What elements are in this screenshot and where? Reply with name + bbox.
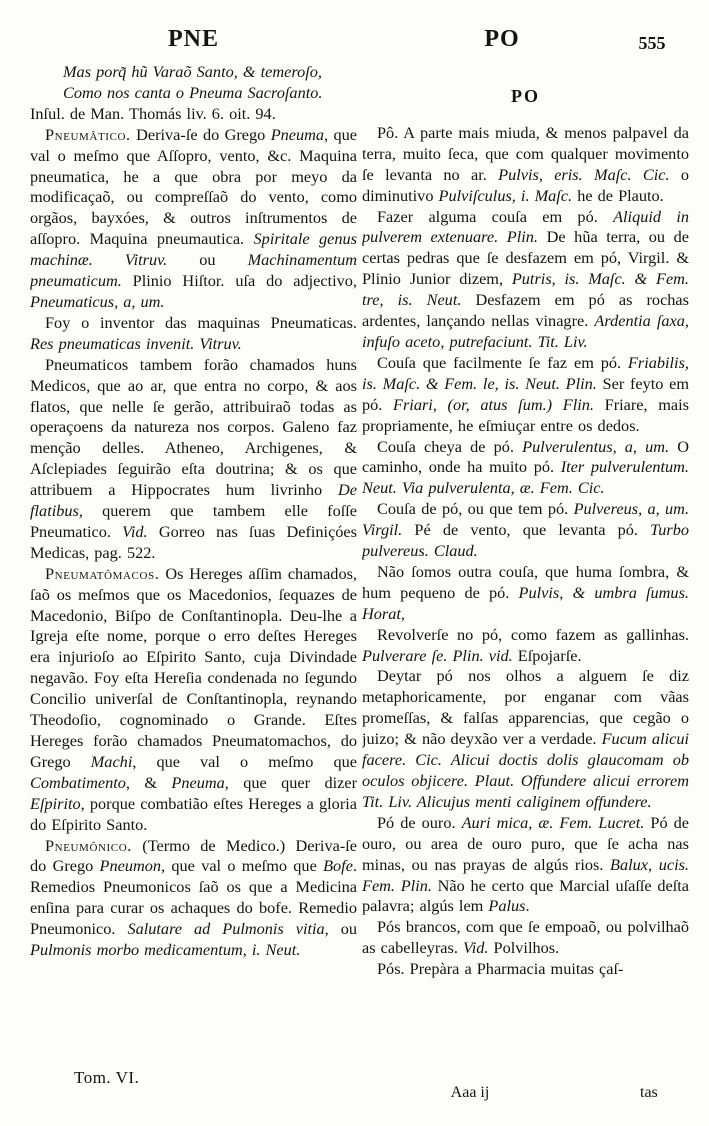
text-run: Friari, (or, atus ſum.) Flin. xyxy=(393,394,594,414)
text-run: Inſul. de Man. Thomás liv. 6. oit. 94. xyxy=(30,103,276,123)
section-heading-po: PO xyxy=(511,86,540,106)
paragraph xyxy=(362,499,689,562)
text-run: Pós. Prepàra a Pharmacia muitas çaſ- xyxy=(377,959,624,979)
text-run: Iter pulverulentum. Neut. Via pulverulenta, æ. Fem. Cic. xyxy=(362,457,689,498)
paragraph xyxy=(362,562,689,625)
text-run: Combatimento xyxy=(30,772,126,792)
left-column-text xyxy=(30,62,357,961)
text-run: O caminho, onde ha muito pó. xyxy=(362,436,689,477)
text-run: Não ſomos outra couſa, que huma ſombra, & hum pequeno de pó. xyxy=(362,561,689,602)
text-run: he de Plauto. xyxy=(572,185,664,205)
text-run: Pulverulentus, a, um. xyxy=(522,436,670,456)
paragraph xyxy=(362,207,689,353)
text-run: Ardentia ſaxa, infuſo aceto, putrefaciunt. Tit. Liv. xyxy=(362,311,689,351)
right-column-text xyxy=(362,123,689,980)
text-run: Friabilis, is. Maſc. & Fem. le, is. Neut. Plin. xyxy=(362,352,689,393)
paragraph xyxy=(30,836,357,961)
text-run: , que val o meſmo que Aſſopro, vento, &c. Maquina pneumatica, he a que obra por meyo da modificaçaõ, ou compreſſaõ do vento, como orgãos, bayxóes, & outros inſtrumentos de aſſopro. Maquina pneumautica. xyxy=(30,124,357,249)
text-run: Pneuma xyxy=(270,124,325,144)
left-column xyxy=(30,62,357,1062)
paragraph xyxy=(362,666,689,812)
text-run: Couſa de pó, ou que tem pó. xyxy=(377,499,574,519)
text-run: , que val o meſmo que xyxy=(161,856,324,876)
text-run: o diminutivo xyxy=(362,164,689,205)
running-title-left: PNE xyxy=(168,26,219,52)
text-run: Vid. xyxy=(463,938,489,958)
text-run: Pó de ouro. xyxy=(377,812,462,832)
text-run: Como nos canta o Pneuma Sacroſanto. xyxy=(63,82,323,102)
text-run: querem que tambem elle foſſe Pneumatico. xyxy=(30,501,357,541)
text-run: Revolverſe no pó, como fazem as gallinhas. xyxy=(377,624,689,644)
text-run: De flatibus, xyxy=(30,480,357,521)
text-run: Fazer alguma couſa em pó. xyxy=(377,206,614,226)
text-run: , & xyxy=(125,772,172,792)
text-run: , que val o meſmo que xyxy=(132,751,357,771)
text-run: Turbo pulvereus. Claud. xyxy=(362,520,689,561)
text-run: Vid. xyxy=(122,521,148,541)
text-run: Deytar pó nos olhos a alguem ſe diz metaphoricamente, por enganar com vãas promeſſas, & falſas apparencias, que cegão o juizo; & não deyxão ver a verdade. xyxy=(362,666,689,749)
text-run: Pneumaticus, a, um. xyxy=(30,291,165,311)
text-run: Pulvis, & umbra ſumus. Horat, xyxy=(362,582,689,623)
text-run: Fucum alicui facere. Cic. Alicui doctis dolis glaucomam ob oculos objicere. Plaut. Offundere alicui errorem Tit. Liv. Alicujus menti caliginem offundere. xyxy=(362,729,689,811)
paragraph xyxy=(30,355,357,564)
paragraph xyxy=(362,813,689,918)
text-run: Polvilhos. xyxy=(488,938,560,958)
text-run: , porque combatião eſtes Hereges a gloria do Eſpirito Santo. xyxy=(30,793,357,834)
text-run: De hũa terra, ou de certas pedras que ſe desfazem em pó, Virgil. & Plinio Junior dizem, xyxy=(362,227,689,289)
paragraph xyxy=(30,313,357,355)
paragraph xyxy=(362,959,689,980)
page-number: 555 xyxy=(638,33,666,53)
text-run: Machinamentum pneumaticum. xyxy=(30,250,357,291)
text-run: . Remedios Pneumonicos ſaõ os que a Medicina enſina para curar os achaques do bofe. Remedio Pneumonico. xyxy=(30,856,357,939)
text-run: , que quer dizer xyxy=(224,772,357,792)
text-run: Couſa cheya de pó. xyxy=(377,436,523,456)
paragraph xyxy=(362,917,689,959)
text-run: Res pneumaticas invenit. Vitruv. xyxy=(30,333,242,353)
text-run: Eſpojarſe. xyxy=(512,645,582,665)
right-column xyxy=(362,84,689,1080)
text-run: Pulverare ſe. Plin. vid. xyxy=(362,645,513,665)
text-run: Pô. A parte mais miuda, & menos palpavel da terra, muito ſeca, que com qualquer movimento ſe levanta no ar. xyxy=(362,122,689,184)
text-run: Ser feyto em pó. xyxy=(362,373,689,414)
text-run: Spiritale genus machinæ. Vitruv. xyxy=(30,229,357,270)
text-run: Pneumônico. xyxy=(45,835,132,855)
text-run: Pulvereus, a, um. Virgil. xyxy=(362,499,689,540)
text-run: Pulviſculus, i. Maſc. xyxy=(438,185,573,205)
text-run: Pó de ouro, ou area de ouro puro, que ſe acha nas minas, ou nas prayas de algús rios. xyxy=(362,812,689,874)
paragraph xyxy=(362,353,689,437)
text-run: Os Hereges aſſim chamados, ſaõ os meſmos que os Macedonios, ſequazes de Macedonio, Biſpo de Conſtantinopla. Deu-lhe a Igreja eſte nome, porque o erro deſtes Hereges era injurioſo ao Eſpirito Santo, cuja Divindade negavão. Foy eſta Hereſia condenada no ſegundo Concilio univerſal de Conſtantinopla, reynando Theodoſio, cognominado o Grande. Eſtes Hereges forão chamados Pneumatomachos, do Grego xyxy=(30,563,357,771)
paragraph xyxy=(30,83,357,104)
text-run: Desfazem em pó as rochas ardentes, lançando nellas vinagre. xyxy=(362,290,689,331)
signature-mark: Aaa ij xyxy=(450,1084,490,1101)
text-run: Pneumâtico. xyxy=(45,124,131,144)
text-run: Aliquid in pulverem extenuare. Plin. xyxy=(362,206,689,247)
text-run: Pneumon xyxy=(99,856,162,876)
text-run: Pós brancos, com que ſe empoaõ, ou polvilhaõ as cabelleyras. xyxy=(362,917,689,958)
text-run: Foy o inventor das maquinas Pneumaticas. xyxy=(45,312,357,332)
text-run: Couſa que facilmente ſe faz em pó. xyxy=(377,352,628,372)
text-run: . xyxy=(525,896,530,916)
text-run: Deriva-ſe do Grego xyxy=(130,124,271,144)
text-run: Plinio Hiſtor. uſa do adjectivo, xyxy=(121,271,357,291)
text-run: Salutare ad Pulmonis vitia, xyxy=(127,919,329,939)
paragraph xyxy=(362,625,689,667)
text-run: Eſpirito xyxy=(30,793,81,813)
text-run: Pneumatômacos. xyxy=(45,563,160,583)
text-run: Não he certo que Marcial uſaſſe deſta palavra; algús lem xyxy=(362,875,689,916)
text-run: Palus xyxy=(488,896,526,916)
text-run: Pneumaticos tambem forão chamados huns Medicos, que ao ar, que entra no corpo, & aos flatos, que nelle ſe gerão, attribuiraõ todas as operaçoens da natureza nos corpos. Galeno faz menção delles. Atheneo, Archigenes, & Aſclepiades ſeguirão eſta doutrina; & os que attribuem a Hippocrates hum livrinho xyxy=(30,354,357,500)
text-run: Pneuma xyxy=(171,772,225,792)
paragraph xyxy=(362,123,689,207)
text-run: Pulmonis morbo medicamentum, i. Neut. xyxy=(30,940,301,960)
text-run: Gorreo nas ſuas Definiçóes Medicas, pag. 522. xyxy=(30,521,357,562)
text-run: ou xyxy=(328,919,357,939)
text-run: Pé de vento, que levanta pó. xyxy=(402,520,651,540)
text-run: Balux, ucis. Fem. Plin. xyxy=(362,854,689,895)
running-title-right: PO xyxy=(484,26,520,52)
volume-label: Tom. VI. xyxy=(74,1068,140,1087)
text-run: Mas porq̃ hũ Varaõ Santo, & temeroſo, xyxy=(63,62,322,81)
text-run: Machi xyxy=(90,751,133,771)
paragraph xyxy=(30,62,357,83)
text-run: Friare, mais propriamente, he eſmiuçar entre os dedos. xyxy=(362,394,689,435)
paragraph xyxy=(30,125,357,313)
paragraph xyxy=(362,437,689,500)
text-run: (Termo de Medico.) Deriva-ſe do Grego xyxy=(30,835,357,876)
text-run: Bofe xyxy=(323,856,353,876)
text-run: Putris, is. Maſc. & Fem. tre, is. Neut. xyxy=(362,269,689,310)
text-run: Auri mica, æ. Fem. Lucret. xyxy=(461,812,645,832)
catchword: tas xyxy=(640,1084,658,1101)
text-run: ou xyxy=(167,250,248,270)
paragraph xyxy=(30,564,357,836)
text-run: Pulvis, eris. Maſc. Cic. xyxy=(498,164,670,184)
paragraph xyxy=(30,104,357,125)
